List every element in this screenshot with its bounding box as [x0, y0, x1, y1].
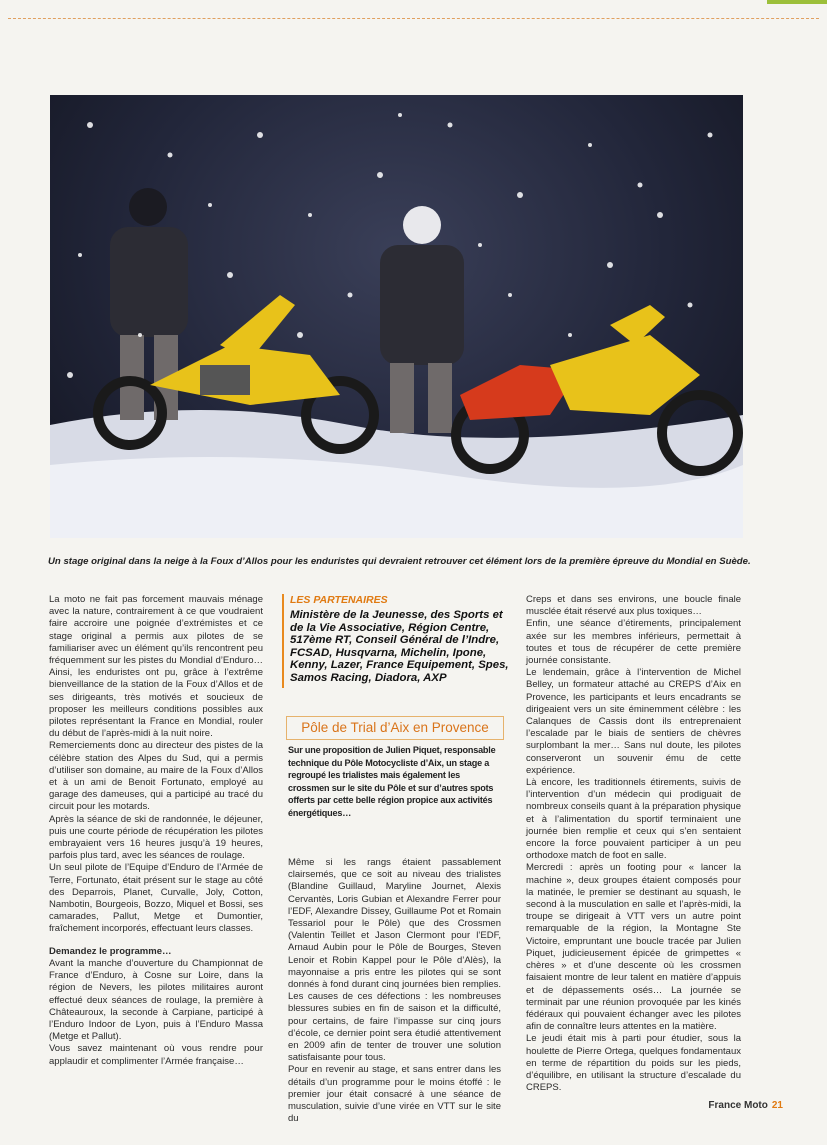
paragraph: Le lendemain, grâce à l’intervention de Michel Belley, un formateur attaché au CREPS d’Aix en Provence, les participants et leurs encadrants se dirigeaient vers un site éminemment célèbre : les Calanques de Cassis dont ils entreprenaient l’escalade par le biais de sentiers de chèvres surplombant la mer… Sans nul doute, les pilotes conserveront un souvenir ému de cette expérience. [526, 667, 741, 776]
paragraph: Avant la manche d’ouverture du Championnat de France d’Enduro, à Cosne sur Loire, dans la région de Nevers, les pilotes militaires auront effectué deux séances de roulage, la première à Châteauroux, la seconde à Carpiane, participé à l’Enduro Indoor de Lyon, puis à l’Enduro Massa (Metge et Pallut). [49, 957, 263, 1043]
partners-title: LES PARTENAIRES [290, 594, 388, 606]
paragraph: Un seul pilote de l’Equipe d’Enduro de l’Armée de Terre, Fortunato, était présent sur le stage au côté des Deparrois, Planet, Curvalle, Joly, Cotton, Nambotin, Bourgeois, Bozzo, Miquel et Bossi, ses camarades, Pallut, Metge et Dumontier, fraîchement incorporés, effectuant leurs classes. [49, 862, 263, 935]
section-intro: Sur une proposition de Julien Piquet, responsable technique du Pôle Motocycliste d’Aix, un stage a regroupé les trialistes mais également les crossmen sur le site du Pôle et sur d’autres spots offerts par cette belle région propice aux activités énergétiques… [288, 745, 496, 818]
top-dashed-rule [8, 18, 819, 19]
paragraph: Mercredi : après un footing pour « lancer la machine », deux groupes étaient composés pour la matinée, le premier se destinant au squash, le second à la musculation en salle et l’après-midi, la troupe se dirigeait à VTT vers un autre point remarquable de la région, la Montagne Ste Victoire, empruntant une boucle tracée par Julien Piquet, judicieusement épicée de grimpettes « chères » et d’une descente où les crossmen faisaient montre de leur talent en matière d’appuis et de dépassements osés… La journée se terminait par une réunion provoquée par les kinés fédéraux qui pouvaient échanger avec les pilotes afin de connaître leurs attentes en la matière. [526, 862, 741, 1033]
paragraph: Creps et dans ses environs, une boucle finale musclée était réservé aux plus toxiques… [526, 594, 741, 618]
article-column-3 [526, 594, 741, 1094]
magazine-name: France Moto [708, 1100, 768, 1111]
snow-riders-photo [50, 95, 743, 538]
paragraph: Vous savez maintenant où vous rendre pour applaudir et complimenter l’Armée française… [49, 1043, 263, 1067]
article-column-2 [288, 857, 501, 1125]
paragraph: Enfin, une séance d’étirements, principalement axée sur les membres inférieurs, permettait à toutes et tous de récupérer de cette première journée consistante. [526, 618, 741, 667]
right-rider [380, 206, 464, 433]
top-accent-bar [767, 0, 827, 4]
paragraph: Après la séance de ski de randonnée, le déjeuner, puis une courte période de récupération les pilotes embrayaient vers 16 heures jusqu’à 19 heures, parfois plus tard, avec les séances de roulage. [49, 813, 263, 862]
article-column-1 [49, 594, 263, 1068]
paragraph: La moto ne fait pas forcement mauvais ménage avec la nature, contrairement à ce que voudraient faire accroire une poignée d’extrémistes et ce stage original a permis aux pilotes de se familiariser avec un élément qu’ils rencontrent peu fréquemment sur les pistes du Mondial d’Enduro… Ainsi, les enduristes ont pu, grâce à l’extrême bienveillance de la station de la Foux d’Allos et de ses dirigeants, très motivés et soucieux de proposer les meilleurs conditions possibles aux pilotes représentant la France en Mondial, rouler du début de l’après-midi à la nuit noire. [49, 594, 263, 740]
paragraph: Même si les rangs étaient passablement clairsemés, que ce soit au niveau des trialistes (Blandine Guillaud, Maryline Journet, Alexis Cervantès, Loris Gubian et Alexandre Ferrer pour l’EDF, Alexandre Dissey, Guillaume Pot et Romain Tessariol pour le Pôle) que des Crossmen (Valentin Teillet et Jason Clermont pour l’EDF, Arnaud Aubin pour le Pôle de Bourges, Steven Lenoir et Robin Kappel pour le Pôle d’Alès), la mayonnaise a pris entre les pilotes qui se sont donnés à fond durant cinq journées bien remplies. Les causes de ces défections : les nombreuses blessures subies en fin de saison et la difficulté, pour certains, de faire l’impasse sur cinq jours d’école, ce dernier point sera étudié attentivement en 2009 afin de tenter de trouver une solution satisfaisante pour tous. [288, 857, 501, 1064]
page-footer [708, 1100, 783, 1111]
paragraph: Remerciements donc au directeur des pistes de la célèbre station des Alpes du Sud, qui a permis d’utiliser son domaine, au maire de la Foux d’Allos et à un ami de Benoit Fortunato, employé au garage des dameuses, qui a participé au tracé du circuit pour les motards. [49, 740, 263, 813]
paragraph: Là encore, les traditionnels étirements, suivis de l’intervention d’un médecin qui prodiguait de nombreux conseils quant à la préparation physique et à l’alimentation du sportif terminaient une journée bien remplie et ceux qui s’en sentaient encore la force pouvaient participer à un peu orthodoxe match de foot en salle. [526, 777, 741, 862]
photo-caption: Un stage original dans la neige à la Foux d’Allos pour les enduristes qui devraient retrouver cet élément lors de la première épreuve du Mondial en Suède. [48, 556, 751, 567]
partners-box [282, 594, 514, 688]
paragraph: Le jeudi était mis à parti pour étudier, sous la houlette de Pierre Ortega, quelques fondamentaux en terme de répartition du poids sur les pieds, d’équilibre, en utilisant la structure d’escalade du CREPS. [526, 1033, 741, 1094]
paragraph: Pour en revenir au stage, et sans entrer dans les détails d’un programme pour le moins étoffé : le premier jour était consacré à une séance de musculation, suivie d’une virée en VTT sur le site du [288, 1064, 501, 1125]
sidebar-section-title: Pôle de Trial d’Aix en Provence [286, 716, 504, 740]
partners-list: Ministère de la Jeunesse, des Sports et de la Vie Associative, Région Centre, 517ème RT, Conseil Général de l’Indre, FCSAD, Husqvarna, Michelin, Ipone, Kenny, Lazer, France Equipement, Spes, Samos Racing, Diadora, AXP [290, 609, 509, 684]
section-subheading: Demandez le programme… [49, 945, 172, 957]
page-number: 21 [771, 1100, 783, 1111]
